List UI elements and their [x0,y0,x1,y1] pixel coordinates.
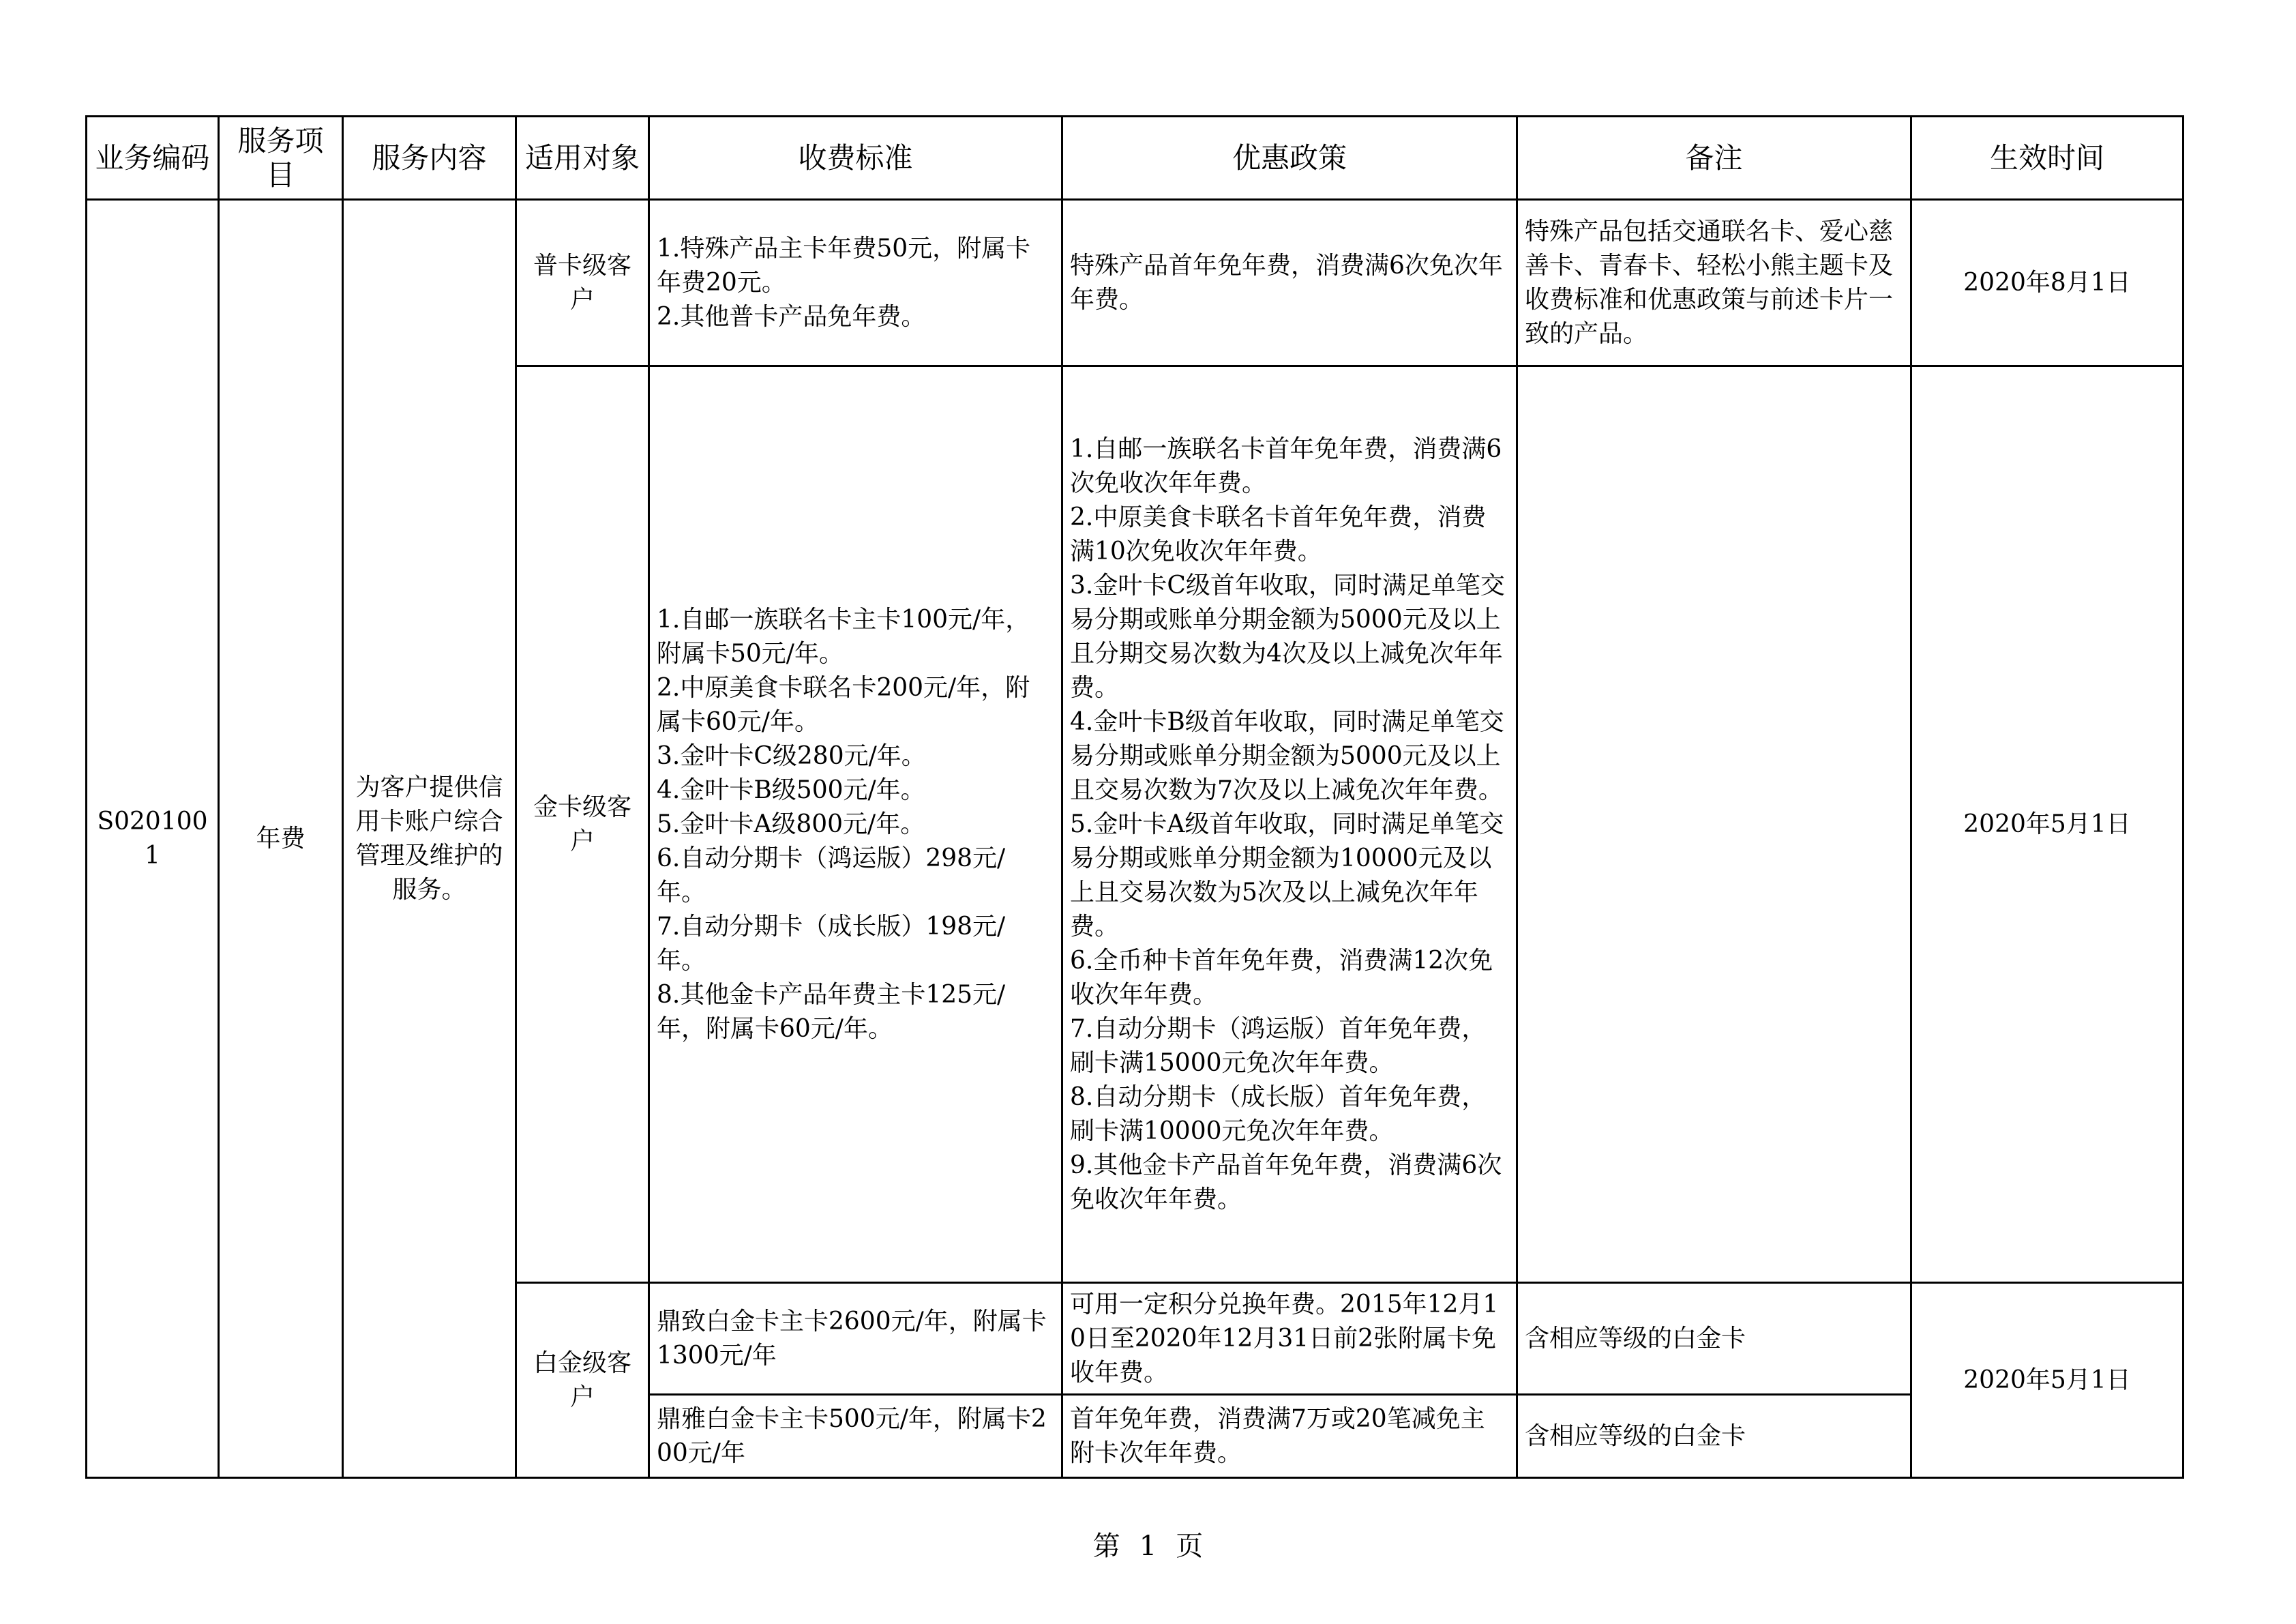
cell-code: S0201001 [87,200,219,1478]
page-footer [0,1524,2296,1563]
cell-content: 为客户提供信用卡账户综合管理及维护的服务。 [343,200,516,1478]
ordinary-remark: 特殊产品包括交通联名卡、爱心慈善卡、青春卡、轻松小熊主题卡及收费标准和优惠政策与前述卡片一致的产品。 [1517,200,1911,366]
footer-suffix: 页 [1176,1531,1204,1562]
cell-item: 年费 [219,200,343,1478]
ordinary-standard-line: 1.特殊产品主卡年费50元，附属卡年费20元。 [657,234,1031,297]
gold-policy-line: 3.金叶卡C级首年收取，同时满足单笔交易分期或账单分期金额为5000元及以上且分期交易次数为4次及以上减免次年年费。 [1070,571,1505,702]
header-code: 业务编码 [87,117,219,200]
page-number: 1 [1139,1531,1157,1562]
ordinary-policy: 特殊产品首年免年费，消费满6次免次年年费。 [1062,200,1517,366]
gold-standard-line: 3.金叶卡C级280元/年。 [657,741,926,770]
gold-policy-line: 6.全币种卡首年免年费，消费满12次免收次年年费。 [1070,946,1493,1009]
header-standard: 收费标准 [649,117,1062,200]
gold-policy-line: 1.自邮一族联名卡首年免年费，消费满6次免收次年年费。 [1070,434,1502,497]
platinum-policy: 首年免年费，消费满7万或20笔减免主附卡次年年费。 [1062,1395,1517,1478]
ordinary-effective: 2020年8月1日 [1911,200,2183,366]
row-ordinary [87,200,2183,366]
gold-policy [1062,366,1517,1283]
gold-standard-line: 8.其他金卡产品年费主卡125元/年，附属卡60元/年。 [657,980,1006,1043]
gold-effective: 2020年5月1日 [1911,366,2183,1283]
header-row [87,117,2183,200]
gold-policy-line: 8.自动分期卡（成长版）首年免年费，刷卡满10000元免次年年费。 [1070,1082,1487,1145]
header-content: 服务内容 [343,117,516,200]
fee-table [85,115,2184,1479]
platinum-standard: 鼎致白金卡主卡2600元/年，附属卡1300元/年 [649,1283,1062,1395]
platinum-remark: 含相应等级的白金卡 [1517,1395,1911,1478]
ordinary-standard [649,200,1062,366]
gold-policy-line: 5.金叶卡A级首年收取，同时满足单笔交易分期或账单分期金额为10000元及以上且交易次数为5次及以上减免次年年费。 [1070,810,1504,941]
gold-policy-line: 7.自动分期卡（鸿运版）首年免年费，刷卡满15000元免次年年费。 [1070,1014,1487,1077]
gold-standard-line: 7.自动分期卡（成长版）198元/年。 [657,912,1006,975]
gold-standard-line: 4.金叶卡B级500元/年。 [657,776,925,804]
ordinary-target: 普卡级客户 [516,200,649,366]
gold-standard-line: 5.金叶卡A级800元/年。 [657,810,925,838]
header-target: 适用对象 [516,117,649,200]
gold-standard-line: 1.自邮一族联名卡主卡100元/年，附属卡50元/年。 [657,605,1030,668]
platinum-remark: 含相应等级的白金卡 [1517,1283,1911,1395]
platinum-standard: 鼎雅白金卡主卡500元/年，附属卡200元/年 [649,1395,1062,1478]
gold-target: 金卡级客户 [516,366,649,1283]
platinum-target: 白金级客户 [516,1283,649,1478]
gold-policy-line: 2.中原美食卡联名卡首年免年费，消费满10次免收次年年费。 [1070,503,1487,565]
footer-prefix: 第 [1092,1531,1120,1562]
gold-policy-line: 9.其他金卡产品首年免年费，消费满6次免收次年年费。 [1070,1151,1502,1213]
platinum-effective: 2020年5月1日 [1911,1283,2183,1478]
gold-standard [649,366,1062,1283]
gold-standard-line: 6.自动分期卡（鸿运版）298元/年。 [657,844,1006,906]
ordinary-standard-line: 2.其他普卡产品免年费。 [657,302,926,331]
header-effective: 生效时间 [1911,117,2183,200]
header-remark: 备注 [1517,117,1911,200]
gold-standard-line: 2.中原美食卡联名卡200元/年，附属卡60元/年。 [657,673,1030,736]
gold-policy-line: 4.金叶卡B级首年收取，同时满足单笔交易分期或账单分期金额为5000元及以上且交易次数为7次及以上减免次年年费。 [1070,707,1504,804]
platinum-policy: 可用一定积分兑换年费。2015年12月10日至2020年12月31日前2张附属卡免收年费。 [1062,1283,1517,1395]
gold-remark [1517,366,1911,1283]
header-item: 服务项目 [219,117,343,200]
header-policy: 优惠政策 [1062,117,1517,200]
